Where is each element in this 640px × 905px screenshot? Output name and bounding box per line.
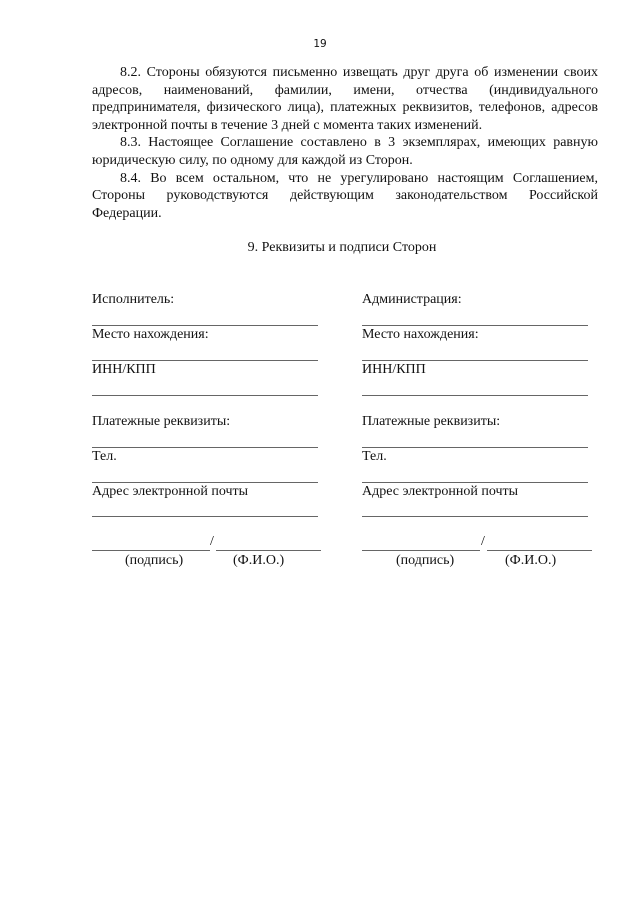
executor-email-line	[92, 516, 318, 517]
executor-name-line	[92, 325, 318, 326]
administration-inn-line	[362, 395, 588, 396]
administration-name-line	[362, 325, 588, 326]
administration-inn-label: ИНН/КПП	[362, 362, 426, 377]
administration-email-line	[362, 516, 588, 517]
executor-signature-slash: /	[210, 534, 214, 549]
paragraph-8-2: 8.2. Стороны обязуются письменно извещать друг друга об изменении своих адресов, наименований, фамилии, имени, отчества (индивидуального предпринимателя, физического лица), платежных реквизитов, телефонов, адресов электронной почты в течение 3 дней с момента таких изменений.	[92, 65, 598, 133]
administration-payment-label: Платежные реквизиты:	[362, 414, 501, 429]
administration-location-label: Место нахождения:	[362, 327, 479, 342]
executor-location-line	[92, 360, 318, 361]
agreement-text	[92, 64, 598, 222]
executor-fio-caption: (Ф.И.О.)	[233, 553, 285, 568]
administration-phone-label: Тел.	[362, 449, 387, 464]
administration-phone-line	[362, 482, 588, 483]
paragraph-8-4: 8.4. Во всем остальном, что не урегулировано настоящим Соглашением, Стороны руководствуются действующим законодательством Российской Федерации.	[92, 170, 598, 221]
administration-signature-slash: /	[481, 534, 485, 549]
executor-inn-line	[92, 395, 318, 396]
section-title: 9. Реквизиты и подписи Сторон	[247, 240, 437, 255]
administration-fio-caption: (Ф.И.О.)	[505, 553, 557, 568]
executor-phone-label: Тел.	[92, 449, 117, 464]
executor-location-label: Место нахождения:	[92, 327, 209, 342]
executor-email-label: Адрес электронной почты	[92, 484, 249, 499]
executor-payment-line	[92, 447, 318, 448]
executor-phone-line	[92, 482, 318, 483]
executor-label: Исполнитель:	[92, 292, 175, 307]
executor-payment-label: Платежные реквизиты:	[92, 414, 231, 429]
administration-signature-line	[362, 550, 480, 551]
administration-email-label: Адрес электронной почты	[362, 484, 519, 499]
administration-label: Администрация:	[362, 292, 462, 307]
administration-location-line	[362, 360, 588, 361]
administration-payment-line	[362, 447, 588, 448]
page-number: 19	[313, 38, 327, 50]
administration-signature-caption: (подпись)	[396, 553, 455, 568]
executor-signature-line	[92, 550, 210, 551]
administration-fio-line	[487, 550, 592, 551]
paragraph-8-3: 8.3. Настоящее Соглашение составлено в 3 экземплярах, имеющих равную юридическую силу, по одному для каждой из Сторон.	[92, 135, 598, 168]
executor-inn-label: ИНН/КПП	[92, 362, 156, 377]
executor-signature-caption: (подпись)	[125, 553, 184, 568]
executor-fio-line	[216, 550, 321, 551]
